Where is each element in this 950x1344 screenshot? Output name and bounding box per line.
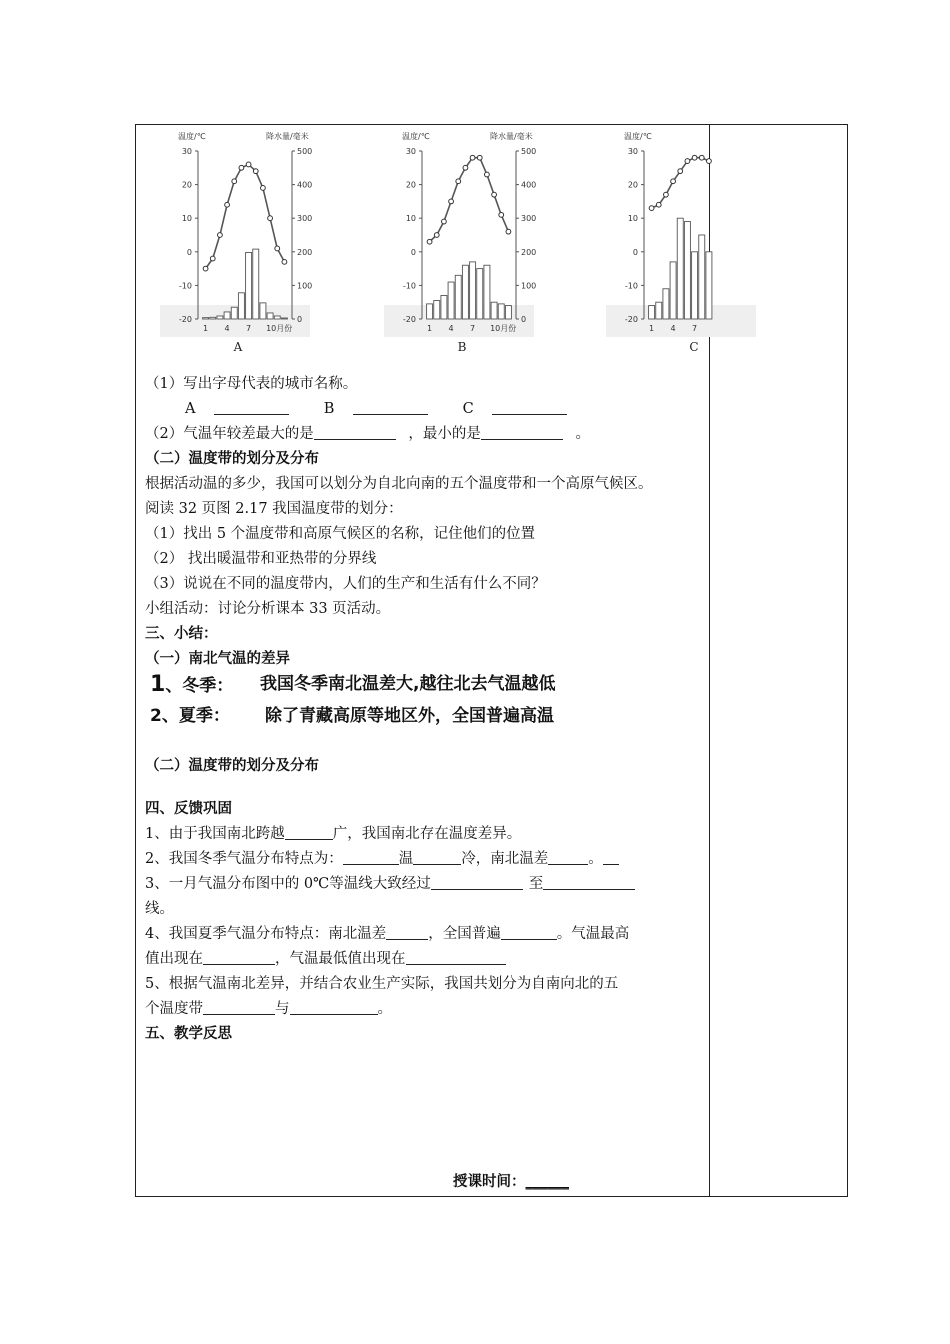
temperature-point	[246, 162, 251, 167]
precip-bar	[267, 313, 273, 319]
time-label: 授课时间：	[453, 1174, 526, 1190]
temp-tick-label: 30	[181, 147, 192, 156]
precip-tick-label: 200	[521, 247, 537, 257]
fq2-blank-3[interactable]	[548, 848, 588, 865]
fq2-blank-2[interactable]	[413, 848, 461, 865]
month-tick-label: 1	[203, 324, 209, 333]
fq5-blank-1[interactable]	[203, 998, 275, 1015]
fq3-text-a: 3、一月气温分布图中的 0℃等温线大致经过	[145, 876, 431, 892]
fq2-text-d: 。	[588, 851, 603, 867]
q2-mid: ，最小的是	[408, 426, 481, 442]
precip-bar	[246, 252, 252, 319]
feedback-q5: 5、根据气温南北差异，并结合农业生产实际，我国共划分为自南向北的五	[145, 976, 619, 992]
q1-prompt: （1）写出字母代表的城市名称。	[145, 376, 358, 392]
month-tick-label: 4	[670, 324, 676, 333]
temperature-point	[707, 159, 712, 164]
q2-blank-min[interactable]	[481, 423, 563, 440]
precip-bar	[706, 252, 712, 319]
sec5-title: 五、教学反思	[145, 1026, 232, 1042]
fq4-text-e: ，气温最低值出现在	[275, 951, 406, 967]
feedback-q4-cont	[145, 947, 700, 972]
temp-tick-label: -10	[402, 281, 416, 291]
climate-chart-b-svg	[384, 127, 537, 359]
precip-bar	[238, 293, 244, 319]
winter-label	[150, 672, 233, 699]
sec2-item-1: （1）找出 5 个温度带和高原气候区的名称，记住他们的位置	[145, 526, 536, 542]
summary-summer	[145, 704, 700, 736]
feedback-q3-cont: 线。	[145, 901, 174, 917]
temperature-point	[210, 256, 215, 261]
fq3-text-b: 至	[528, 876, 544, 892]
temperature-point	[485, 172, 490, 177]
temperature-point	[239, 165, 244, 170]
month-tick-label: 10月份	[266, 324, 293, 333]
precip-tick-label: 200	[297, 247, 313, 257]
precip-tick-label: 0	[297, 315, 303, 324]
fq5-text-c: 与	[275, 1001, 290, 1017]
summary-title: 三、小结：	[145, 626, 218, 642]
temp-tick-label: -10	[178, 281, 192, 291]
precip-bar	[649, 306, 655, 319]
feedback-q3	[145, 872, 700, 897]
precip-bar	[663, 289, 669, 319]
temperature-point	[506, 229, 511, 234]
fq5-blank-2[interactable]	[290, 998, 378, 1015]
temperature-point	[664, 192, 669, 197]
feedback-q5-cont	[145, 997, 700, 1022]
temperature-point	[671, 179, 676, 184]
temp-tick-label: 10	[181, 214, 192, 224]
feedback-title: 四、反馈巩固	[145, 801, 232, 817]
q1-blank-b[interactable]	[353, 398, 428, 415]
temp-tick-label: 30	[627, 147, 638, 156]
precip-bar	[253, 249, 259, 319]
temperature-point	[275, 246, 280, 251]
temperature-point	[261, 186, 266, 191]
chart-panel-label: A	[233, 340, 243, 354]
precip-tick-label: 100	[521, 281, 537, 291]
precip-bar	[699, 235, 705, 319]
summary-sub2: （二）温度带的划分及分布	[145, 758, 319, 774]
temperature-point	[656, 202, 661, 207]
temperature-point	[477, 155, 482, 160]
month-tick-label: 7	[470, 324, 476, 333]
month-tick-label: 4	[224, 324, 230, 333]
q2-line	[145, 422, 700, 447]
summer-text: 除了青藏高原等地区外，全国普遍高温	[265, 706, 554, 726]
fq2-text-b: 温	[398, 851, 414, 867]
precip-bar	[448, 282, 454, 319]
temperature-point	[449, 199, 454, 204]
temp-tick-label: -10	[624, 281, 638, 291]
fq4-text-a: 4、我国夏季气温分布特点：南北温差	[145, 926, 387, 942]
fq1-text-b: 广，我国南北存在温度差异。	[332, 826, 522, 842]
precip-bar	[281, 318, 287, 319]
q2-blank-max[interactable]	[314, 423, 396, 440]
precip-bar	[498, 304, 504, 319]
feedback-q4	[145, 922, 700, 947]
temp-tick-label: 10	[405, 214, 416, 224]
fq1-blank[interactable]	[285, 823, 333, 840]
time-blank[interactable]: ______	[525, 1174, 569, 1190]
teaching-time	[453, 1170, 569, 1191]
sec2-group: 小组活动：讨论分析课本 33 页活动。	[145, 601, 391, 617]
precip-bar	[462, 265, 468, 319]
q1-blank-c[interactable]	[492, 398, 567, 415]
climate-chart-c-svg	[606, 127, 709, 359]
temp-tick-label: 20	[181, 180, 192, 190]
temperature-point	[678, 169, 683, 174]
temp-tick-label: 20	[627, 180, 638, 190]
precip-axis-title: 降水量/毫米	[266, 132, 309, 141]
temp-tick-label: -20	[624, 315, 638, 324]
fq2-text-c: 冷，南北温差	[461, 851, 549, 867]
precip-axis-title: 降水量/毫米	[490, 132, 533, 141]
precip-bar	[656, 302, 662, 319]
q1-label-a: A	[185, 401, 196, 417]
precip-bar	[505, 306, 511, 319]
precip-bar	[455, 275, 461, 319]
precip-bar	[260, 303, 266, 319]
q2-suffix: 。	[575, 426, 590, 442]
precip-bar	[477, 269, 483, 319]
month-tick-label: 1	[427, 324, 433, 333]
feedback-q1	[145, 822, 700, 847]
climate-chart-c	[606, 127, 709, 359]
temperature-point	[456, 179, 461, 184]
precip-bar	[484, 265, 490, 319]
fq5-text-b: 个温度带	[145, 1001, 203, 1017]
temperature-point	[463, 165, 468, 170]
summary-sub1: （一）南北气温的差异	[145, 651, 290, 667]
feedback-q2	[145, 847, 700, 872]
lesson-content	[145, 372, 700, 1047]
q1-label-b: B	[323, 401, 335, 417]
fq4-blank-1[interactable]	[386, 923, 428, 940]
q1-blank-a[interactable]	[214, 398, 289, 415]
temp-axis-title: 温度/℃	[624, 132, 652, 141]
fq4-blank-3[interactable]	[203, 948, 275, 965]
temperature-line	[430, 158, 509, 242]
temp-tick-label: 0	[410, 247, 416, 257]
temperature-line	[652, 158, 709, 208]
fq2-blank-1[interactable]	[343, 848, 399, 865]
temp-tick-label: 20	[405, 180, 416, 190]
sec2-read: 阅读 32 页图 2.17 我国温度带的划分：	[145, 501, 403, 517]
precip-tick-label: 300	[521, 214, 537, 224]
temp-axis-title: 温度/℃	[402, 132, 430, 141]
temperature-line	[206, 164, 285, 268]
fq3-blank-1[interactable]	[431, 873, 523, 890]
temp-tick-label: 10	[627, 214, 638, 224]
temperature-point	[649, 206, 654, 211]
summer-label: 2、夏季：	[150, 706, 230, 726]
precip-bar	[210, 317, 216, 319]
precip-tick-label: 100	[297, 281, 313, 291]
precip-bar	[203, 318, 209, 319]
temperature-point	[699, 155, 704, 160]
precip-bar	[224, 312, 230, 319]
temp-tick-label: 0	[186, 247, 192, 257]
fq5-text-d: 。	[377, 1001, 392, 1017]
q1-label-c: C	[462, 401, 474, 417]
temperature-point	[225, 202, 230, 207]
temperature-point	[499, 212, 504, 217]
sec2-item-3: （3）说说在不同的温度带内，人们的生产和生活有什么不同？	[145, 576, 546, 592]
precip-tick-label: 400	[297, 180, 313, 190]
precip-tick-label: 300	[297, 214, 313, 224]
fq4-blank-4[interactable]	[406, 948, 506, 965]
climate-chart-b	[384, 127, 537, 359]
winter-label-text: 、冬季：	[165, 676, 234, 696]
precip-tick-label: 400	[521, 180, 537, 190]
fq1-text-a: 1、由于我国南北跨越	[145, 826, 285, 842]
fq4-text-d: 值出现在	[145, 951, 203, 967]
temperature-point	[492, 192, 497, 197]
summary-winter	[145, 672, 700, 704]
climate-chart-a-svg	[160, 127, 313, 359]
fq4-blank-2[interactable]	[501, 923, 557, 940]
precip-bar	[441, 295, 447, 319]
precip-tick-label: 500	[521, 147, 537, 156]
month-tick-label: 7	[246, 324, 252, 333]
temperature-point	[268, 216, 273, 221]
month-tick-label: 4	[448, 324, 454, 333]
precip-tick-label: 500	[297, 147, 313, 156]
chart-panel-label: C	[689, 340, 699, 354]
month-tick-label: 7	[692, 324, 698, 333]
winter-text: 我国冬季南北温差大,越往北去气温越低	[260, 674, 556, 694]
temp-tick-label: -20	[402, 315, 416, 324]
temperature-point	[470, 155, 475, 160]
fq4-text-b: ，全国普遍	[428, 926, 501, 942]
precip-bar	[231, 307, 237, 319]
temp-axis-title: 温度/℃	[178, 132, 206, 141]
precip-bar	[491, 302, 497, 319]
temperature-point	[427, 239, 432, 244]
q1-answers	[145, 397, 700, 422]
sec2-intro: 根据活动温的多少，我国可以划分为自北向南的五个温度带和一个高原气候区。	[145, 476, 653, 492]
precip-bar	[670, 262, 676, 319]
fq3-blank-2[interactable]	[543, 873, 635, 890]
precip-bar	[274, 316, 280, 319]
precip-bar	[434, 301, 440, 319]
chart-panel-label: B	[457, 340, 467, 354]
temperature-point	[232, 179, 237, 184]
temperature-point	[685, 159, 690, 164]
sec2-title: （二）温度带的划分及分布	[145, 451, 319, 467]
temp-tick-label: -20	[178, 315, 192, 324]
temp-tick-label: 0	[632, 247, 638, 257]
temperature-point	[282, 259, 287, 264]
winter-number: 1	[150, 672, 166, 697]
temperature-point	[442, 219, 447, 224]
temperature-point	[253, 169, 258, 174]
fq4-text-c: 。气温最高	[556, 926, 630, 942]
month-tick-label: 10月份	[490, 324, 517, 333]
temperature-point	[218, 233, 223, 238]
precip-bar	[217, 316, 223, 319]
precip-bar	[692, 252, 698, 319]
precip-bar	[677, 218, 683, 319]
precip-tick-label: 0	[521, 315, 527, 324]
precip-bar	[684, 222, 690, 319]
temperature-point	[692, 155, 697, 160]
sec2-item-2: （2） 找出暖温带和亚热带的分界线	[145, 551, 377, 567]
temperature-point	[203, 266, 208, 271]
fq2-blank-tail	[603, 848, 619, 865]
temp-tick-label: 30	[405, 147, 416, 156]
precip-bar	[470, 262, 476, 319]
fq2-text-a: 2、我国冬季气温分布特点为：	[145, 851, 343, 867]
precip-bar	[427, 304, 433, 319]
month-tick-label: 1	[649, 324, 655, 333]
q2-prefix: （2）气温年较差最大的是	[145, 426, 314, 442]
temperature-point	[434, 233, 439, 238]
climate-chart-a	[160, 127, 313, 359]
